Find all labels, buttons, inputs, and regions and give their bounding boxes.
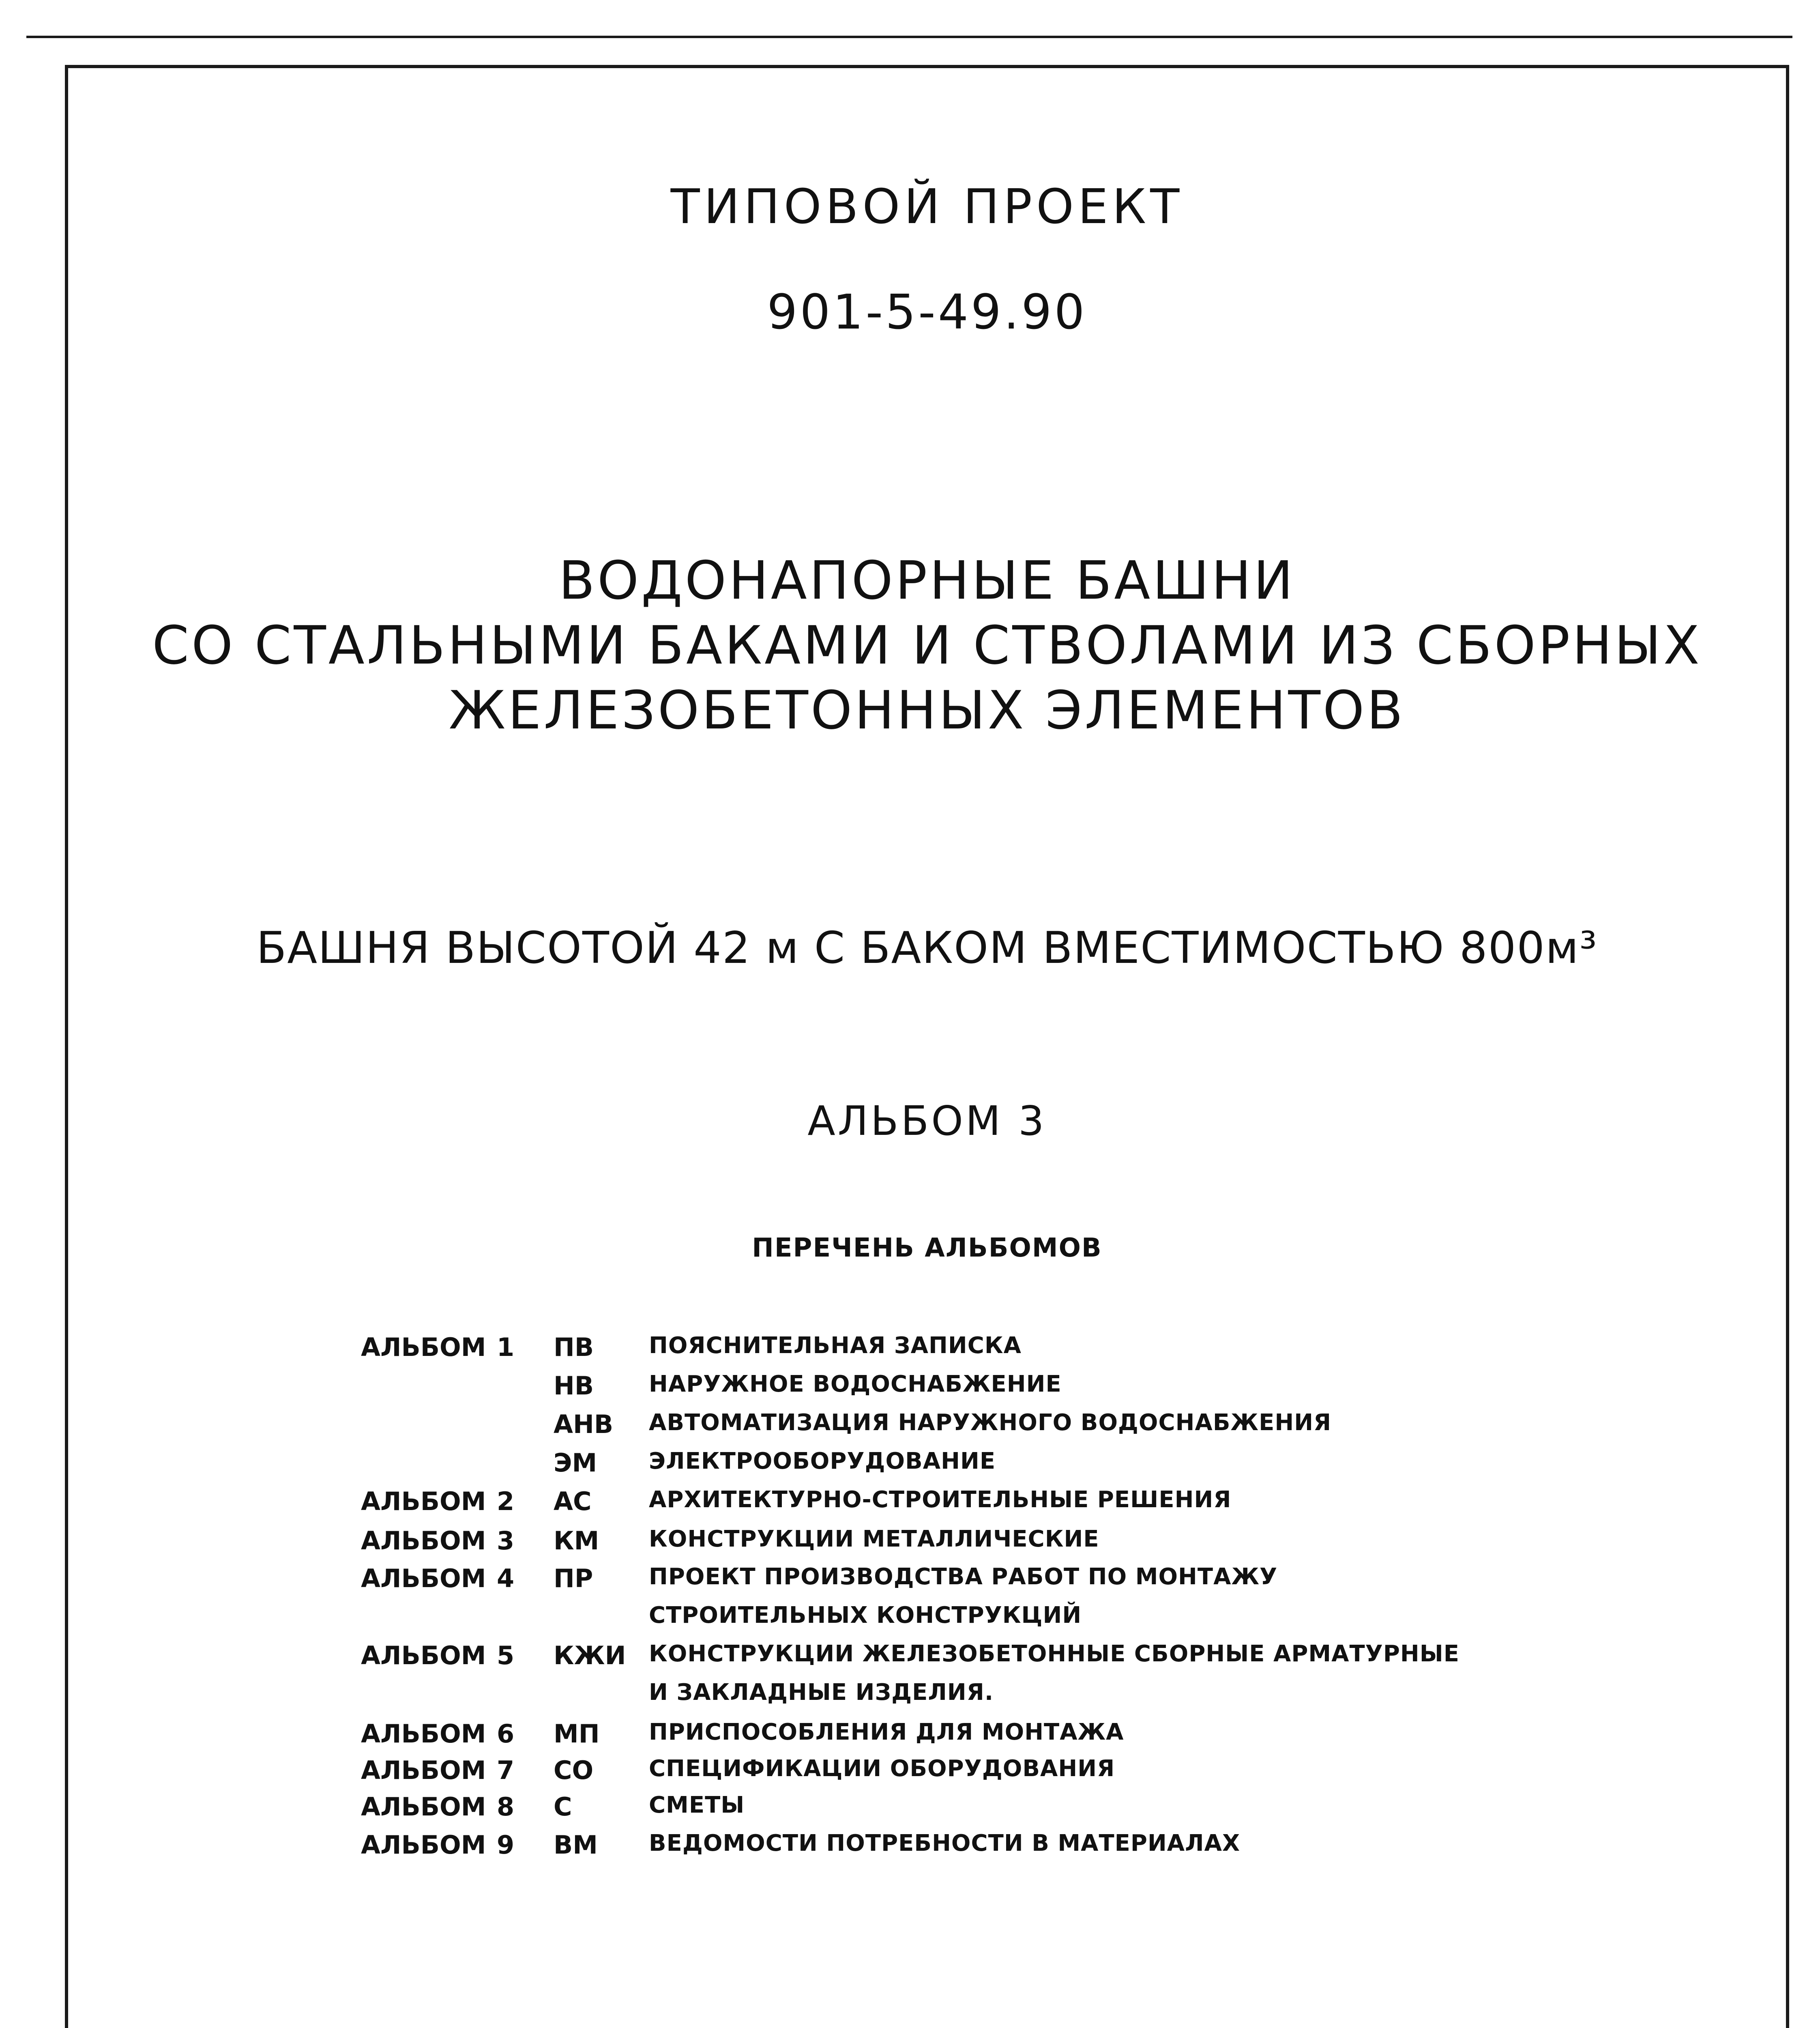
- album-label: АЛЬБОМ: [361, 1719, 486, 1749]
- album-list-title: ПЕРЕЧЕНЬ АЛЬБОМОВ: [752, 1233, 1102, 1263]
- list-item: [0, 1526, 1820, 1562]
- album-desc: ВЕДОМОСТИ ПОТРЕБНОСТИ В МАТЕРИАЛАХ: [649, 1830, 1241, 1856]
- list-item: [0, 1487, 1820, 1523]
- album-num: 2: [497, 1487, 515, 1516]
- list-item: [0, 1792, 1820, 1828]
- album-desc: АВТОМАТИЗАЦИЯ НАРУЖНОГО ВОДОСНАБЖЕНИЯ: [649, 1409, 1332, 1436]
- album-desc: СМЕТЫ: [649, 1792, 745, 1818]
- album-code: ВМ: [554, 1830, 598, 1860]
- album-num: 1: [497, 1332, 515, 1362]
- tower-subtitle: БАШНЯ ВЫСОТОЙ 42 м С БАКОМ ВМЕСТИМОСТЬЮ 800м³: [256, 923, 1598, 973]
- album-desc: АРХИТЕКТУРНО-СТРОИТЕЛЬНЫЕ РЕШЕНИЯ: [649, 1487, 1232, 1513]
- album-num: 9: [497, 1830, 515, 1860]
- album-label: АЛЬБОМ: [361, 1487, 486, 1516]
- list-item: [0, 1641, 1820, 1677]
- list-item: [0, 1371, 1820, 1407]
- album-desc: И ЗАКЛАДНЫЕ ИЗДЕЛИЯ.: [649, 1679, 994, 1706]
- album-number: АЛЬБОМ 3: [807, 1097, 1047, 1145]
- list-item: [0, 1409, 1820, 1446]
- album-label: АЛЬБОМ: [361, 1641, 486, 1670]
- album-desc: СТРОИТЕЛЬНЫХ КОНСТРУКЦИЙ: [649, 1602, 1082, 1628]
- album-num: 6: [497, 1719, 515, 1749]
- list-item: [0, 1719, 1820, 1755]
- title-line-1: ВОДОНАПОРНЫЕ БАШНИ: [558, 550, 1296, 611]
- album-code: СО: [554, 1755, 594, 1785]
- list-item: [0, 1679, 1820, 1716]
- album-num: 8: [497, 1792, 515, 1822]
- list-item: [0, 1602, 1820, 1639]
- title-line-3: ЖЕЛЕЗОБЕТОННЫХ ЭЛЕМЕНТОВ: [449, 679, 1406, 741]
- album-code: КЖИ: [554, 1641, 626, 1670]
- album-num: 4: [497, 1564, 515, 1593]
- album-code: АНВ: [554, 1409, 614, 1439]
- album-label: АЛЬБОМ: [361, 1526, 486, 1555]
- album-code: ПВ: [554, 1332, 594, 1362]
- album-code: ЭМ: [554, 1448, 597, 1478]
- list-item: [0, 1564, 1820, 1600]
- top-trim-line: [26, 36, 1792, 38]
- album-label: АЛЬБОМ: [361, 1792, 486, 1822]
- album-label: АЛЬБОМ: [361, 1830, 486, 1860]
- album-desc: ЭЛЕКТРООБОРУДОВАНИЕ: [649, 1448, 996, 1474]
- list-item: [0, 1830, 1820, 1867]
- list-item: [0, 1755, 1820, 1792]
- album-desc: ПРОЕКТ ПРОИЗВОДСТВА РАБОТ ПО МОНТАЖУ: [649, 1564, 1278, 1590]
- album-num: 5: [497, 1641, 515, 1670]
- album-code: МП: [554, 1719, 600, 1749]
- album-desc: КОНСТРУКЦИИ ЖЕЛЕЗОБЕТОННЫЕ СБОРНЫЕ АРМАТУРНЫЕ: [649, 1641, 1460, 1667]
- album-label: АЛЬБОМ: [361, 1755, 486, 1785]
- album-desc: ПРИСПОСОБЛЕНИЯ ДЛЯ МОНТАЖА: [649, 1719, 1124, 1745]
- album-num: 3: [497, 1526, 515, 1555]
- album-code: ПР: [554, 1564, 593, 1593]
- project-number: 901-5-49.90: [767, 284, 1087, 340]
- album-label: АЛЬБОМ: [361, 1332, 486, 1362]
- list-item: [0, 1332, 1820, 1369]
- album-desc: НАРУЖНОЕ ВОДОСНАБЖЕНИЕ: [649, 1371, 1062, 1397]
- album-desc: СПЕЦИФИКАЦИИ ОБОРУДОВАНИЯ: [649, 1755, 1115, 1782]
- list-item: [0, 1448, 1820, 1484]
- album-num: 7: [497, 1755, 515, 1785]
- album-desc: КОНСТРУКЦИИ МЕТАЛЛИЧЕСКИЕ: [649, 1526, 1099, 1552]
- title-line-2: СО СТАЛЬНЫМИ БАКАМИ И СТВОЛАМИ ИЗ СБОРНЫХ: [152, 614, 1702, 676]
- project-type-label: ТИПОВОЙ ПРОЕКТ: [670, 178, 1184, 234]
- album-code: КМ: [554, 1526, 599, 1555]
- album-code: НВ: [554, 1371, 594, 1401]
- album-label: АЛЬБОМ: [361, 1564, 486, 1593]
- album-desc: ПОЯСНИТЕЛЬНАЯ ЗАПИСКА: [649, 1332, 1022, 1359]
- album-code: АС: [554, 1487, 592, 1516]
- album-code: С: [554, 1792, 572, 1822]
